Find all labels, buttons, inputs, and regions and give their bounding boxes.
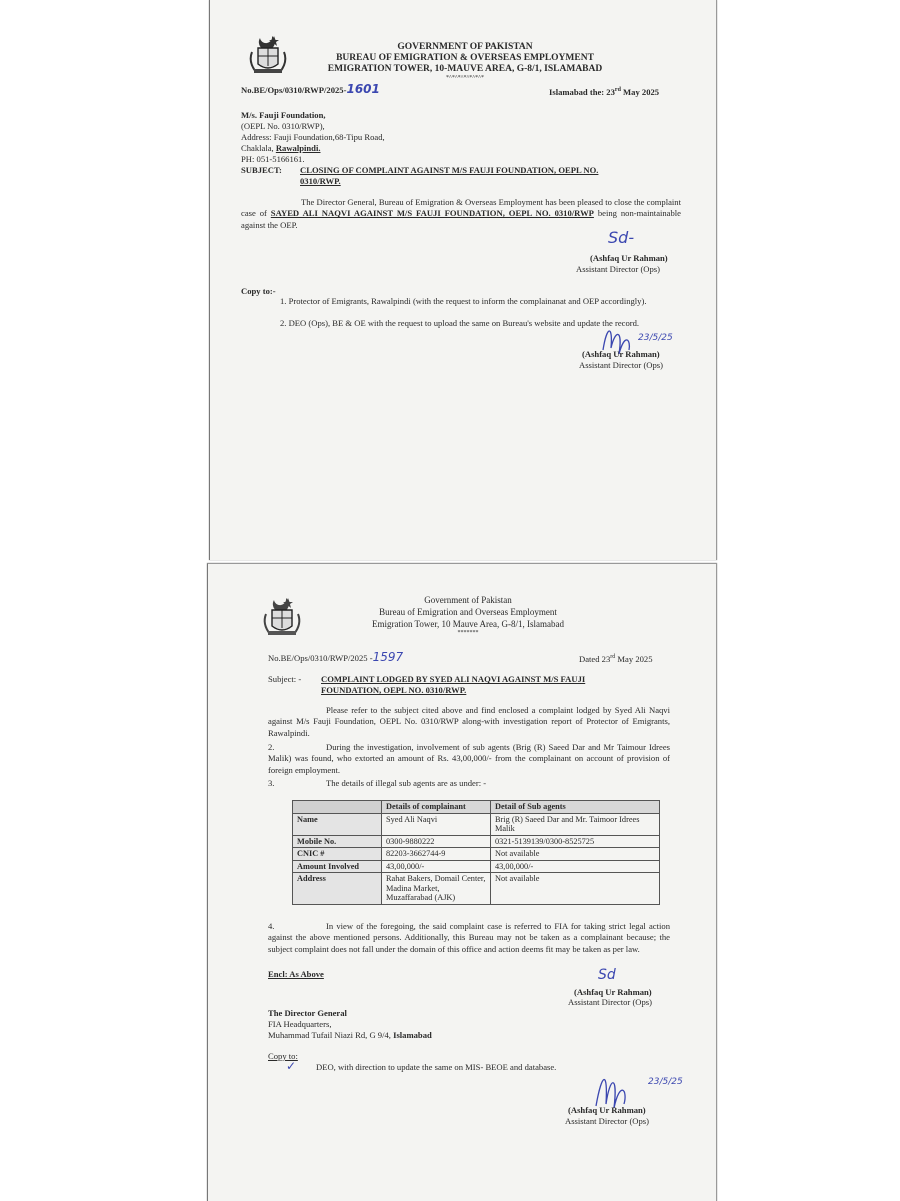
copy-item-1: 1. Protector of Emigrants, Rawalpindi (with the request to inform the complainanat and OEP accordingly). <box>280 296 647 306</box>
subject-line2: 0310/RWP. <box>300 176 341 186</box>
enclosure-note: Encl: As Above <box>268 969 324 979</box>
subject-label: Subject: - <box>268 674 302 684</box>
subject-line1: COMPLAINT LODGED BY SYED ALI NAQVI AGAINST M/S FAUJI <box>321 674 586 684</box>
table-row <box>293 873 660 905</box>
table-row <box>293 848 660 861</box>
state-emblem-icon <box>246 32 290 76</box>
table-row <box>293 835 660 848</box>
subject-line1: CLOSING OF COMPLAINT AGAINST M/S FAUJI FOUNDATION, OEPL NO. <box>300 165 599 175</box>
signature-1: Sd <box>598 967 616 983</box>
handwritten-ref: 1601 <box>346 82 380 96</box>
paragraph-3-number: 3. <box>268 778 275 788</box>
handwritten-date: 23/5/25 <box>638 333 673 343</box>
signatory-name: (Ashfaq Ur Rahman) <box>574 987 652 997</box>
recipient-line3: Muhammad Tufail Niazi Rd, G 9/4, Islamabad <box>268 1030 432 1040</box>
table-cell: 43,00,000/- <box>491 860 660 873</box>
table-cell: Brig (R) Saeed Dar and Mr. Taimoor Idrees Malik <box>491 813 660 835</box>
header-stars: ******* <box>457 630 479 636</box>
row-label: CNIC # <box>293 848 382 861</box>
letter-complaint-lodged <box>207 563 717 1201</box>
signatory-name: (Ashfaq Ur Rahman) <box>590 253 668 263</box>
table-header-cell: Detail of Sub agents <box>491 801 660 814</box>
check-mark-icon: ✓ <box>286 1059 297 1073</box>
state-emblem-icon <box>260 594 304 638</box>
handwritten-date: 23/5/25 <box>648 1077 683 1087</box>
table-cell: 43,00,000/- <box>382 860 491 873</box>
paragraph-2-number: 2. <box>268 742 275 752</box>
letter-date: Islamabad the: 23rd May 2025 <box>549 86 660 97</box>
signature-1: Sd- <box>608 228 635 247</box>
table-row <box>293 813 660 835</box>
signatory2-title: Assistant Director (Ops) <box>565 1116 650 1126</box>
table-cell: Rahat Bakers, Domail Center, Madina Market, Muzaffarabad (AJK) <box>382 873 491 905</box>
copy-to-label: Copy to: <box>268 1051 298 1061</box>
subject-line2: FOUNDATION, OEPL NO. 0310/RWP. <box>321 685 467 695</box>
header-line2: Bureau of Emigration and Overseas Employment <box>379 607 557 617</box>
table-row <box>293 860 660 873</box>
header-line1: GOVERNMENT OF PAKISTAN <box>397 42 533 52</box>
table-cell: 0321-5139139/0300-8525725 <box>491 835 660 848</box>
addressee-phone: PH: 051-5166161. <box>241 154 305 164</box>
letter-date: Dated 23rd May 2025 <box>579 653 653 664</box>
subject-label: SUBJECT: <box>241 165 282 175</box>
reference-number: No.BE/Ops/0310/RWP/2025-1601 <box>241 82 380 96</box>
signatory-title: Assistant Director (Ops) <box>568 997 653 1007</box>
signatory2-title: Assistant Director (Ops) <box>579 360 664 370</box>
recipient-line2: FIA Headquarters, <box>268 1019 332 1029</box>
row-label: Name <box>293 813 382 835</box>
addressee-oepl: (OEPL No. 0310/RWP), <box>241 121 325 131</box>
addressee-city: Chaklala, Rawalpindi. <box>241 143 321 153</box>
addressee-address: Address: Fauji Foundation,68-Tipu Road, <box>241 132 385 142</box>
copy-item-2: 2. DEO (Ops), BE & OE with the request to upload the same on Bureau's website and update the record. <box>280 318 640 328</box>
signatory-title: Assistant Director (Ops) <box>576 264 661 274</box>
paragraph-1: Please refer to the subject cited above and find enclosed a complaint lodged by Syed Ali Naqvi against M/s Fauji Foundation, OEPL No. 0310/RWP along-with investigation report of Protector of Emigrants, Rawalpindi. <box>268 705 670 738</box>
table-cell: 0300-9880222 <box>382 835 491 848</box>
paragraph-4: In view of the foregoing, the said complaint case is referred to FIA for taking strict legal action against the above mentioned persons. Additionally, this Bureau may not be taken as a complainant because; the subject complaint does not fall under the domain of this office and action deems fit may be taken as per law. <box>268 921 670 954</box>
table-cell: Not available <box>491 873 660 905</box>
recipient-name: The Director General <box>268 1008 347 1018</box>
body-paragraph: The Director General, Bureau of Emigration & Overseas Employment has been pleased to close the complaint case of SAYED ALI NAQVI AGAINST M/S FAUJI FOUNDATION, OEPL NO. 0310/RWP being non-maintainable against the OEP. <box>241 197 681 230</box>
header-line3: Emigration Tower, 10 Mauve Area, G-8/1, Islamabad <box>371 619 565 629</box>
row-label: Mobile No. <box>293 835 382 848</box>
header-stars: *^*^*^*^*^*^* <box>446 75 484 81</box>
sub-agent-details-table <box>292 800 660 905</box>
header-line1: Government of Pakistan <box>424 595 512 605</box>
copy-item: DEO, with direction to update the same on MIS- BEOE and database. <box>316 1062 557 1072</box>
table-header-row <box>293 801 660 814</box>
handwritten-ref: 1597 <box>372 650 404 664</box>
paragraph-2: During the investigation, involvement of sub agents (Brig (R) Saeed Dar and Mr Taimour Idrees Malik) was found, who extorted an amount of Rs. 43,00,000/- from the complainant on account of provision of foreign employment. <box>268 742 670 775</box>
table-cell: Not available <box>491 848 660 861</box>
header-line2: BUREAU OF EMIGRATION & OVERSEAS EMPLOYMENT <box>336 53 594 63</box>
table-header-cell: Details of complainant <box>382 801 491 814</box>
paragraph-3: The details of illegal sub agents are as under: - <box>326 778 487 788</box>
table-cell: Syed Ali Naqvi <box>382 813 491 835</box>
letter-closing-complaint <box>209 0 717 560</box>
paragraph-4-number: 4. <box>268 921 275 931</box>
table-cell: 82203-3662744-9 <box>382 848 491 861</box>
addressee-name: M/s. Fauji Foundation, <box>241 110 326 120</box>
copy-to-label: Copy to:- <box>241 286 276 296</box>
reference-number: No.BE/Ops/0310/RWP/2025 -1597 <box>268 650 404 664</box>
header-line3: EMIGRATION TOWER, 10-MAUVE AREA, G-8/1, ISLAMABAD <box>327 64 603 74</box>
signatory2-name: (Ashfaq Ur Rahman) <box>568 1105 646 1115</box>
row-label: Address <box>293 873 382 905</box>
row-label: Amount Involved <box>293 860 382 873</box>
table-header-cell <box>293 801 382 814</box>
signatory2-name: (Ashfaq Ur Rahman) <box>582 349 660 359</box>
